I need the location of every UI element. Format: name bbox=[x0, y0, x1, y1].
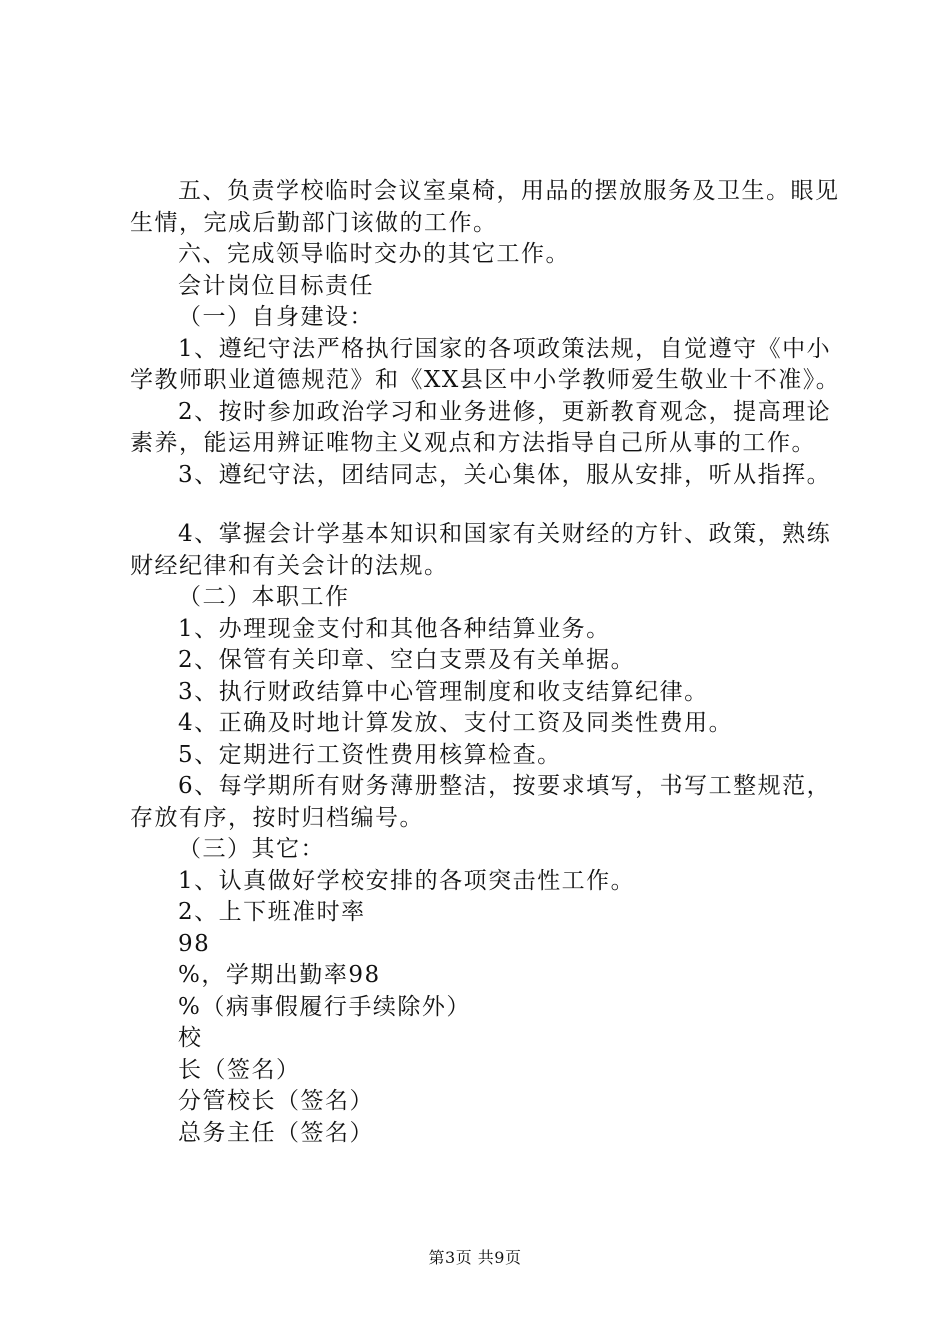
document-body bbox=[130, 176, 850, 1149]
signature-general-affairs: 总务主任（签名） bbox=[178, 1119, 374, 1146]
paragraph-job-6: 6、每学期所有财务薄册整洁，按要求填写，书写工整规范，存放有序，按时归档编号。 bbox=[130, 773, 832, 831]
paragraph-job-1: 1、办理现金支付和其他各种结算业务。 bbox=[178, 615, 611, 642]
paragraph-duty-six: 六、完成领导临时交办的其它工作。 bbox=[178, 241, 570, 267]
paragraph-item-3: 3、遵纪守法，团结同志，关心集体，服从安排，听从指挥。 bbox=[178, 461, 832, 488]
subsection-heading-other: （三）其它： bbox=[178, 836, 325, 862]
paragraph-job-4: 4、正确及时地计算发放、支付工资及同类性费用。 bbox=[178, 710, 734, 736]
paragraph-job-5: 5、定期进行工资性费用核算检查。 bbox=[178, 741, 562, 768]
signature-principal-part2: 长（签名） bbox=[178, 1056, 301, 1083]
paragraph-job-3: 3、执行财政结算中心管理制度和收支结算纪律。 bbox=[178, 678, 709, 705]
signature-vice-principal: 分管校长（签名） bbox=[178, 1088, 374, 1114]
paragraph-other-1: 1、认真做好学校安排的各项突击性工作。 bbox=[178, 867, 636, 894]
section-title-accounting: 会计岗位目标责任 bbox=[178, 272, 374, 299]
paragraph-other-2: 2、上下班准时率 bbox=[178, 899, 366, 925]
paragraph-item-4: 4、掌握会计学基本知识和国家有关财经的方针、政策，熟练财经纪律和有关会计的法规。 bbox=[130, 521, 832, 579]
subsection-heading-job-duties: （二）本职工作 bbox=[178, 584, 350, 610]
blank-line bbox=[130, 491, 850, 519]
paragraph-item-2: 2、按时参加政治学习和业务进修，更新教育观念，提高理论素养，能运用辨证唯物主义观点和方法指导自己所从事的工作。 bbox=[130, 398, 832, 456]
attendance-note: %（病事假履行手续除外） bbox=[178, 993, 471, 1020]
subsection-heading-self-building: （一）自身建设： bbox=[178, 304, 374, 330]
paragraph-item-1: 1、遵纪守法严格执行国家的各项政策法规，自觉遵守《中小学教师职业道德规范》和《XX县区中小学教师爱生敬业十不准》。 bbox=[130, 335, 841, 393]
page-number-footer: 第3页 共9页 bbox=[428, 1248, 522, 1267]
attendance-rate-line: %，学期出勤率98 bbox=[178, 962, 381, 988]
signature-principal-part1: 校 bbox=[178, 1025, 203, 1051]
paragraph-duty-five: 五、负责学校临时会议室桌椅，用品的摆放服务及卫生。眼见生情，完成后勤部门该做的工作。 bbox=[130, 178, 840, 236]
attendance-rate-value: 98 bbox=[178, 930, 211, 957]
paragraph-job-2: 2、保管有关印章、空白支票及有关单据。 bbox=[178, 647, 636, 673]
